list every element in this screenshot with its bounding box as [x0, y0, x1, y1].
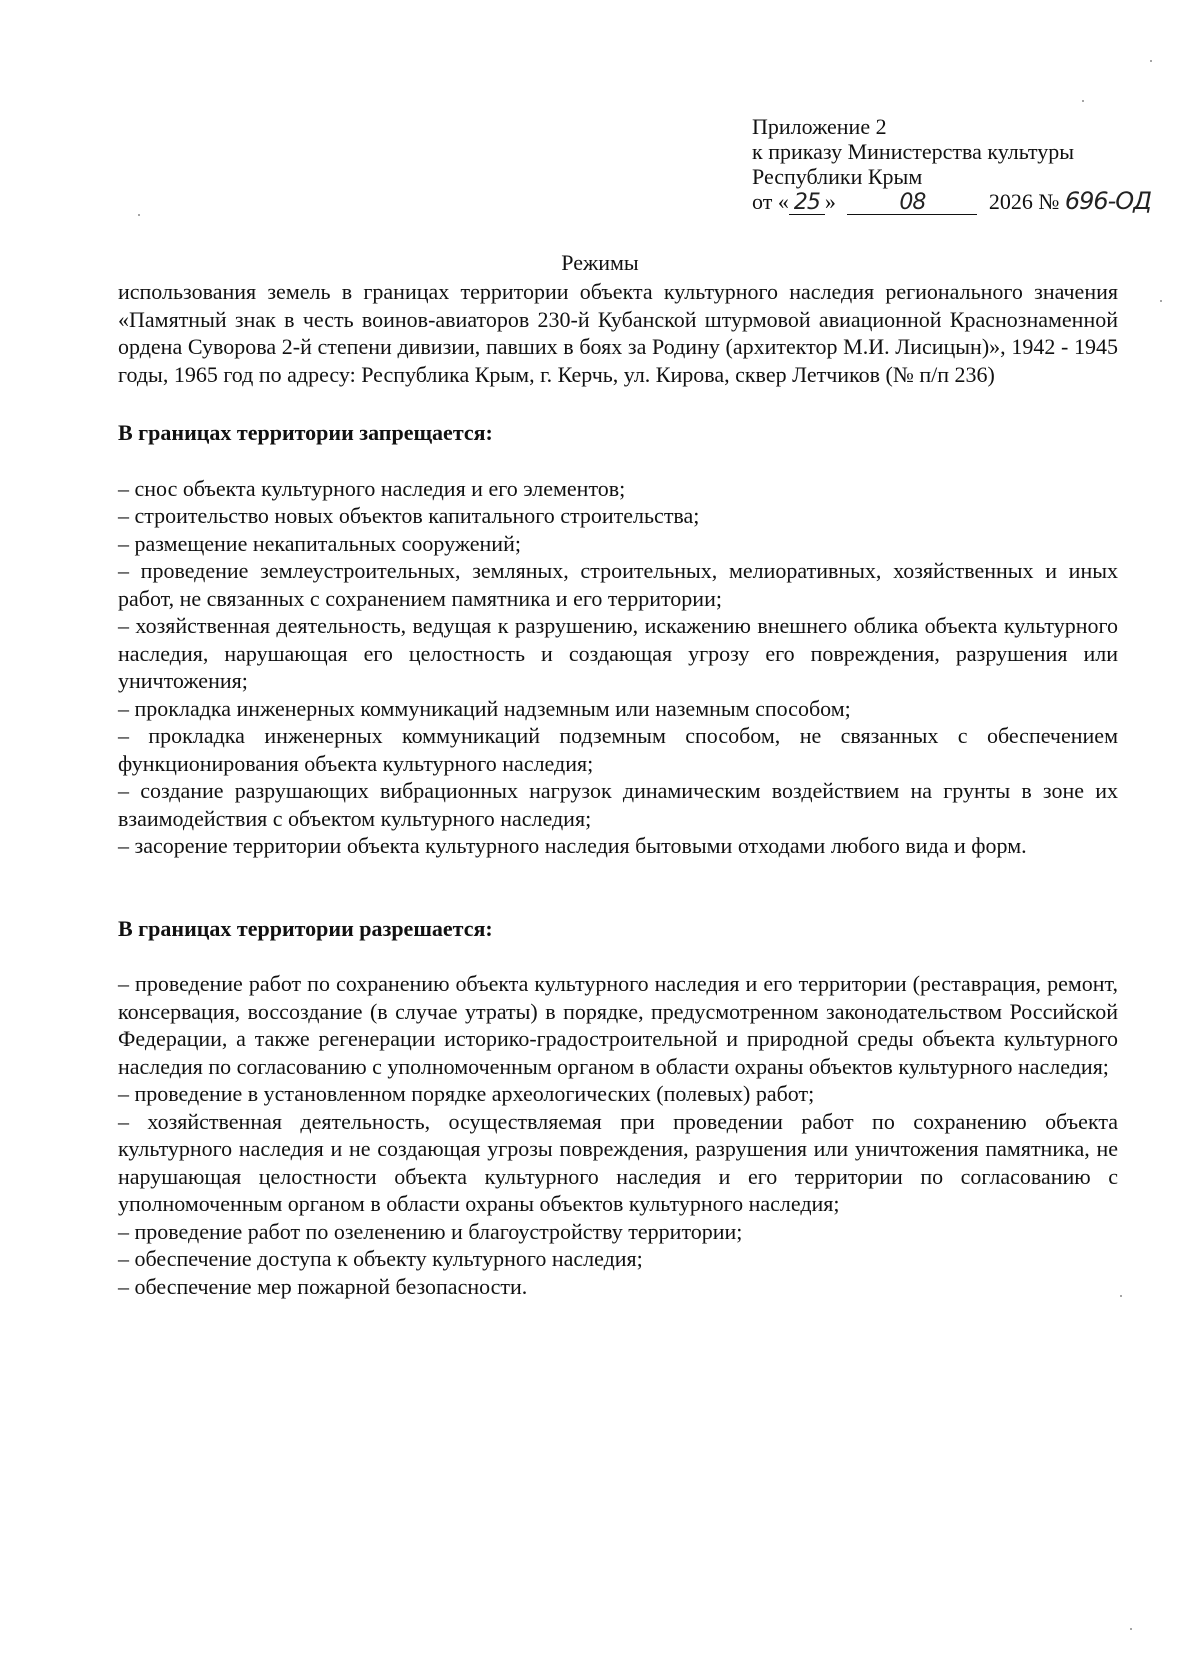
document-body — [118, 278, 1118, 1300]
scan-speck — [1082, 100, 1084, 102]
list-item: – проведение работ по озеленению и благоустройству территории; — [118, 1218, 743, 1244]
list-item: – проведение работ по сохранению объекта культурного наследия и его территории (реставрация, ремонт, консервация, воссоздание (в случае утраты) в порядке, предусмотренном законодательством Российской Федерации, а также регенерации историко-градостроительной и природной среды объекта культурного наследия по согласованию с уполномоченным органом в области охраны объектов культурного наследия; — [118, 971, 1118, 1079]
list-item: – прокладка инженерных коммуникаций подземным способом, не связанных с обеспечением функционирования объекта культурного наследия; — [118, 723, 1118, 776]
order-number: 696-ОД — [1064, 187, 1151, 215]
list-item: – засорение территории объекта культурного наследия бытовыми отходами любого вида и форм. — [118, 833, 1027, 858]
list-item: – обеспечение мер пожарной безопасности. — [118, 1273, 528, 1299]
scan-speck — [138, 214, 140, 216]
intro-paragraph: использования земель в границах территории объекта культурного наследия регионального значения «Памятный знак в честь воинов-авиаторов 230-й Кубанской штурмовой авиационной Краснознаменной ордена Суворова 2-й степени дивизии, павших в боях за Родину (архитектор М.И. Лисицын)», 1942 - 1945 годы, 1965 год по адресу: Республика Крым, г. Керчь, ул. Кирова, сквер Летчиков (№ п/п 236) — [118, 279, 1118, 387]
annex-header — [752, 114, 1192, 219]
list-item: – прокладка инженерных коммуникаций надземным или наземным способом; — [118, 695, 851, 721]
allowed-list — [118, 970, 1118, 1300]
list-item: – обеспечение доступа к объекту культурного наследия; — [118, 1246, 643, 1271]
annex-order-reference: к приказу Министерства культуры — [752, 139, 1075, 164]
document-title: Режимы — [561, 250, 639, 275]
scan-speck — [1150, 60, 1152, 62]
scan-speck — [1120, 1295, 1122, 1297]
scan-speck — [1130, 1628, 1132, 1630]
list-item: – снос объекта культурного наследия и его элементов; — [118, 475, 626, 501]
date-quote-close: » — [824, 189, 836, 214]
order-day: 25 — [789, 192, 825, 215]
list-item: – проведение землеустроительных, земляных, строительных, мелиоративных, хозяйственных и иных работ, не связанных с сохранением памятника и его территории; — [118, 558, 1118, 611]
list-item: – размещение некапитальных сооружений; — [118, 530, 521, 556]
annex-republic: Республики Крым — [752, 164, 923, 189]
annex-number: Приложение 2 — [752, 114, 887, 139]
order-date-line — [752, 189, 1192, 219]
list-item: – строительство новых объектов капитального строительства; — [118, 503, 700, 528]
prohibited-heading: В границах территории запрещается: — [118, 420, 493, 445]
list-item: – хозяйственная деятельность, ведущая к разрушению, искажению внешнего облика объекта культурного наследия, нарушающая его целостность и создающая угрозу его повреждения, разрушения или уничтожения; — [118, 613, 1118, 693]
date-prefix: от « — [752, 189, 789, 214]
order-month: 08 — [847, 192, 977, 215]
list-item: – создание разрушающих вибрационных нагрузок динамическим воздействием на грунты в зоне их взаимодействия с объектом культурного наследия; — [118, 778, 1118, 831]
order-year: 2026 № — [988, 189, 1060, 214]
list-item: – хозяйственная деятельность, осуществляемая при проведении работ по сохранению объекта культурного наследия и не создающая угрозы повреждения, разрушения или уничтожения памятника, не нарушающая целостности объекта культурного наследия и его территории по согласованию с уполномоченным органом в области охраны объектов культурного наследия; — [118, 1108, 1118, 1216]
allowed-heading: В границах территории разрешается: — [118, 915, 493, 941]
list-item: – проведение в установленном порядке археологических (полевых) работ; — [118, 1081, 815, 1106]
prohibited-list — [118, 475, 1118, 860]
scan-speck — [1160, 300, 1162, 302]
